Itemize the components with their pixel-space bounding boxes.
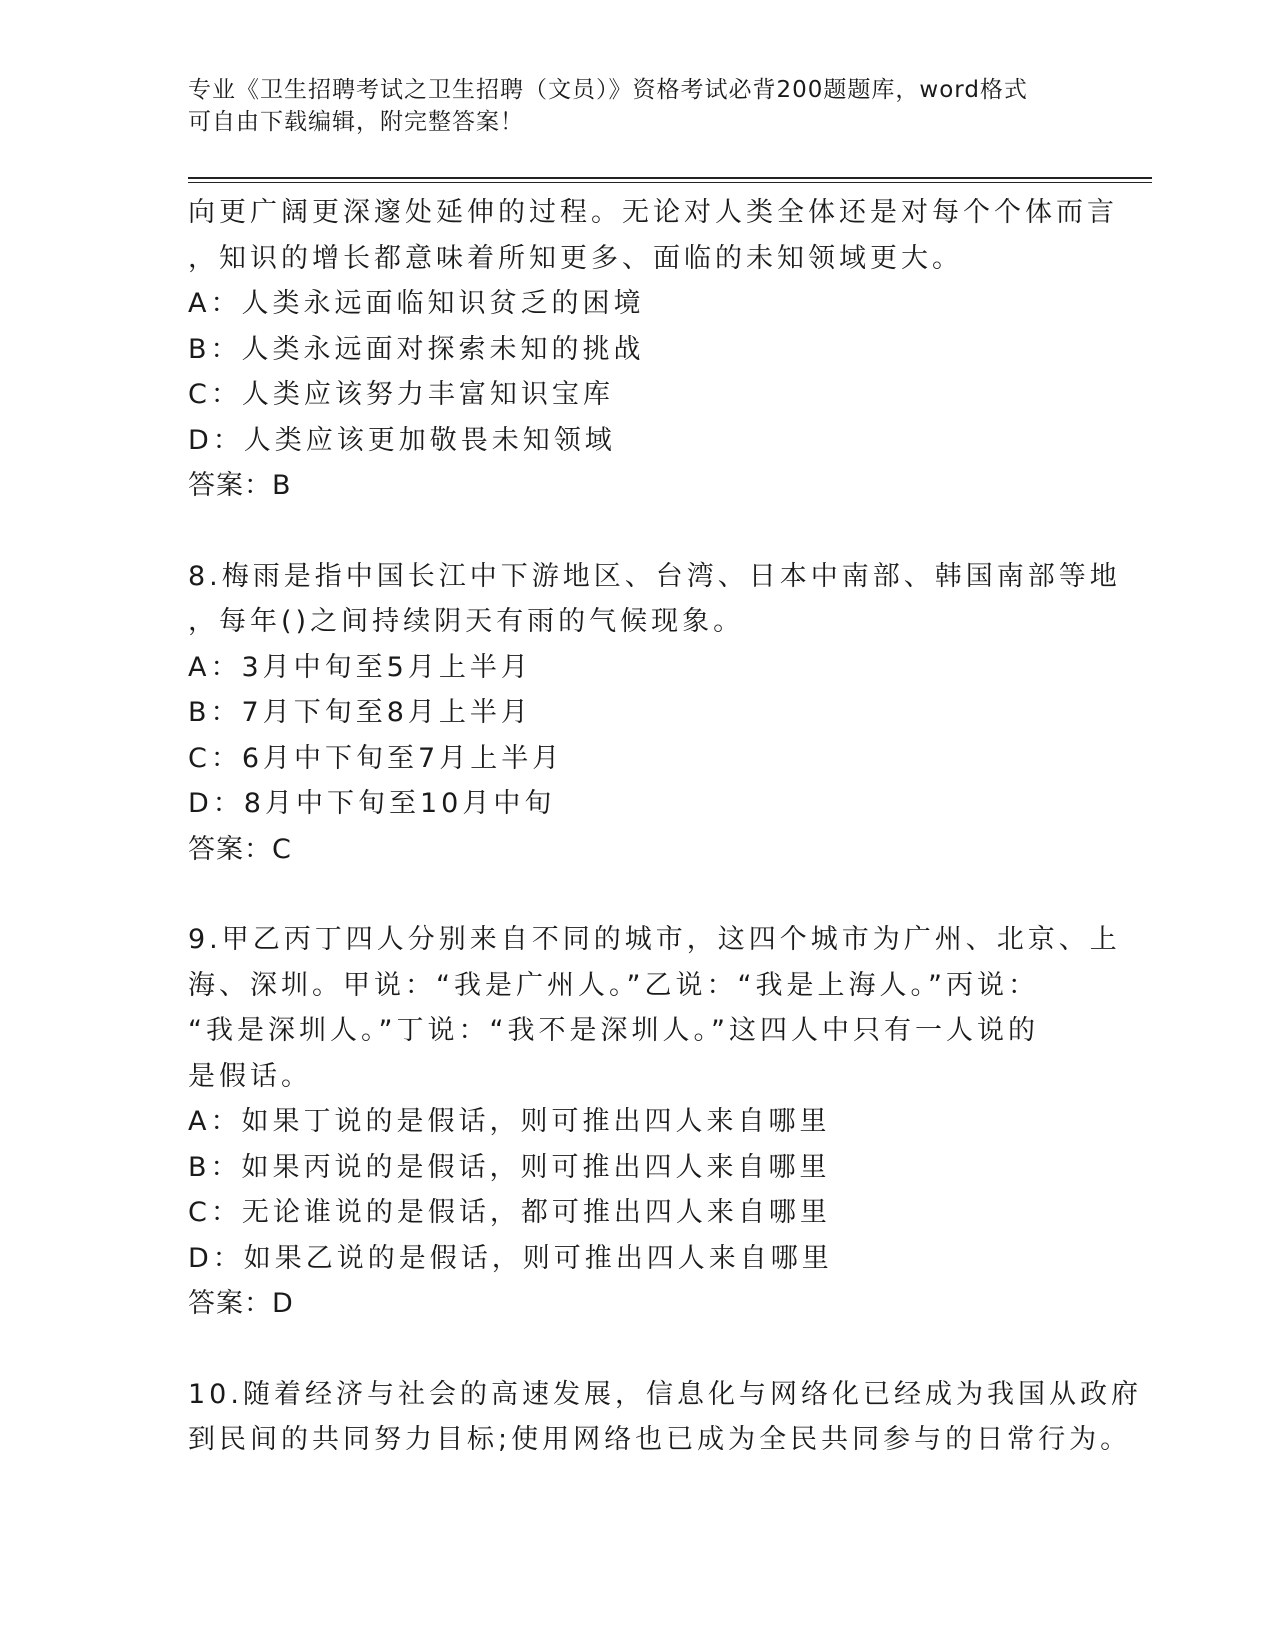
option-a: A：人类永远面临知识贫乏的困境 xyxy=(188,288,645,319)
option-c: C：人类应该努力丰富知识宝库 xyxy=(188,379,614,410)
option-b: B：人类永远面对探索未知的挑战 xyxy=(188,333,645,365)
option-a: A：3月中旬至5月上半月 xyxy=(188,651,532,683)
option-a: A：如果丁说的是假话，则可推出四人来自哪里 xyxy=(188,1106,831,1137)
header-line-2: 可自由下载编辑，附完整答案！ xyxy=(188,109,524,135)
question-7-continued xyxy=(188,190,1118,509)
question-text-line: 是假话。 xyxy=(188,1060,312,1092)
question-text-line: 8.梅雨是指中国长江中下游地区、台湾、日本中南部、韩国南部等地 xyxy=(188,560,1121,592)
header-line-1: 专业《卫生招聘考试之卫生招聘（文员）》资格考试必背200题题库，word格式 xyxy=(188,77,1028,103)
question-text-line: 海、深圳。甲说：“我是广州人。”乙说：“我是上海人。”丙说： xyxy=(188,969,1039,1001)
question-text-line: ，知识的增长都意味着所知更多、面临的未知领域更大。 xyxy=(188,242,963,274)
question-10 xyxy=(188,1372,1142,1463)
question-9 xyxy=(188,917,1121,1327)
answer-line: 答案：B xyxy=(188,470,292,501)
question-text-line: 到民间的共同努力目标;使用网络也已成为全民共同参与的日常行为。 xyxy=(188,1424,1132,1455)
answer-line: 答案：D xyxy=(188,1288,294,1319)
option-d: D：8月中下旬至10月中旬 xyxy=(188,788,556,819)
document-header xyxy=(188,74,1068,138)
option-d: D：如果乙说的是假话，则可推出四人来自哪里 xyxy=(188,1242,833,1274)
answer-line: 答案：C xyxy=(188,833,292,865)
question-text-line: 9.甲乙丙丁四人分别来自不同的城市，这四个城市为广州、北京、上 xyxy=(188,924,1121,955)
option-b: B：如果丙说的是假话，则可推出四人来自哪里 xyxy=(188,1151,831,1183)
spacer xyxy=(188,872,1088,917)
question-8 xyxy=(188,554,1121,873)
header-divider xyxy=(188,177,1152,183)
question-text-line: ，每年()之间持续阴天有雨的气候现象。 xyxy=(188,606,745,637)
spacer xyxy=(188,509,1088,554)
question-text-line: “我是深圳人。”丁说：“我不是深圳人。”这四人中只有一人说的 xyxy=(188,1015,1039,1046)
option-b: B：7月下旬至8月上半月 xyxy=(188,697,532,728)
document-body xyxy=(188,190,1142,1463)
question-text-line: 向更广阔更深邃处延伸的过程。无论对人类全体还是对每个个体而言 xyxy=(188,197,1118,228)
question-text-line: 10.随着经济与社会的高速发展，信息化与网络化已经成为我国从政府 xyxy=(188,1378,1142,1410)
option-d: D：人类应该更加敬畏未知领域 xyxy=(188,424,616,456)
option-c: C：无论谁说的是假话，都可推出四人来自哪里 xyxy=(188,1197,831,1228)
option-c: C：6月中下旬至7月上半月 xyxy=(188,742,564,774)
spacer xyxy=(188,1327,1088,1372)
